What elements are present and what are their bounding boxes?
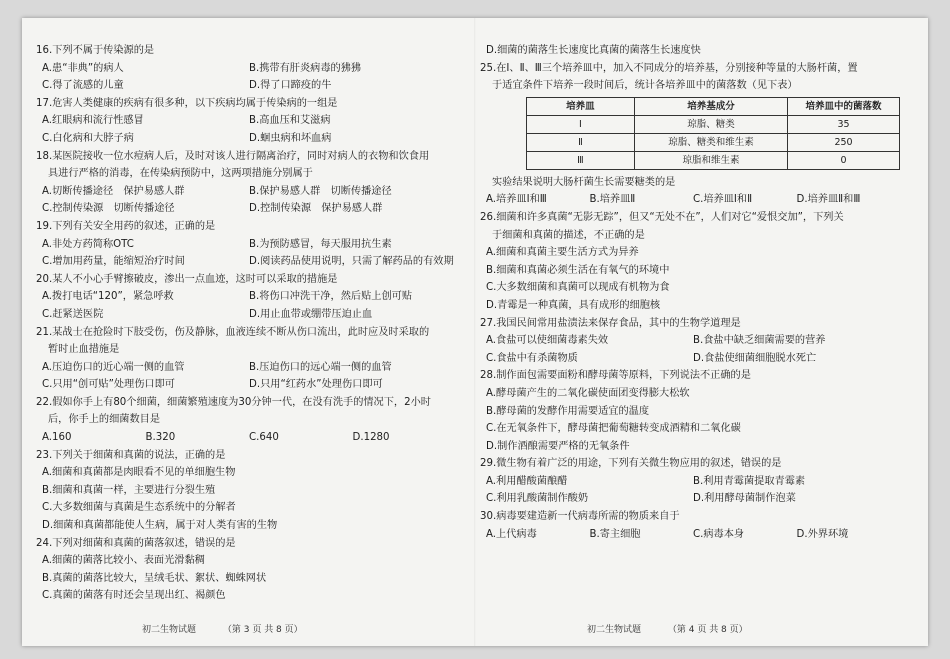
question <box>36 447 456 535</box>
option: A.患“非典”的病人 <box>42 62 124 74</box>
question-stem: 29.微生物有着广泛的用途，下列有关微生物应用的叙述，错误的是 <box>480 458 782 470</box>
option: D.食盐使细菌细胞脱水死亡 <box>693 352 817 364</box>
option-list <box>36 183 456 218</box>
option: C.大多数细菌与真菌是生态系统中的分解者 <box>42 502 236 514</box>
question <box>480 191 900 209</box>
option: B.高血压和艾滋病 <box>249 115 331 127</box>
question-stem: 21.某战士在抢险时下肢受伤，伤及静脉，血液连续不断从伤口流出，此时应及时采取的 <box>36 326 430 338</box>
option: A.利用醋酸菌酿醋 <box>486 475 568 487</box>
option-list <box>36 60 456 95</box>
option: C.真菌的菌落有时还会呈现出红、褐颜色 <box>42 590 226 602</box>
option: A.切断传播途径 保护易感人群 <box>42 185 185 197</box>
question-25-tail: 实验结果说明大肠杆菌生长需要糖类的是 <box>492 176 676 188</box>
question-stem: 25.在Ⅰ、Ⅱ、Ⅲ三个培养皿中，加入不同成分的培养基，分别接种等量的大肠杆菌，置 <box>480 62 858 74</box>
option: D.阅读药品使用说明，只需了解药品的有效期 <box>249 256 454 268</box>
table-cell: Ⅱ <box>527 133 635 151</box>
table-row <box>527 151 900 169</box>
option: C.赶紧送医院 <box>42 308 104 320</box>
footer-page: （第 3 页 共 8 页） <box>222 625 303 635</box>
table-row <box>527 133 900 151</box>
option: D.制作酒酿需要严格的无氧条件 <box>486 440 630 452</box>
option: C.控制传染源 切断传播途径 <box>42 203 175 215</box>
question-stem: 17.危害人类健康的疾病有很多种，以下疾病均属于传染病的一组是 <box>36 97 338 109</box>
footer-left <box>142 622 327 635</box>
question-stem: 27.我国民间常用盐渍法来保存食品，其中的生物学道理是 <box>480 317 741 329</box>
question-stem-cont: 具进行严格的消毒，在传染病预防中，这两项措施分别属于 <box>48 168 313 180</box>
question-stem: 18.某医院接收一位水痘病人后，及时对该人进行隔离治疗，同时对病人的衣物和饮食用 <box>36 150 430 162</box>
question-stem: 26.细菌和许多真菌“无影无踪”，但又“无处不在”，人们对它“爱恨交加”，下列关 <box>480 211 844 223</box>
option: D.培养皿Ⅱ和Ⅲ <box>796 194 861 206</box>
option: C.病毒本身 <box>693 528 745 540</box>
option: A.红眼病和流行性感冒 <box>42 115 144 127</box>
table-cell: 琼脂、糖类 <box>634 115 787 133</box>
option: A.上代病毒 <box>486 528 537 540</box>
option: A.拨打电话“120”，紧急呼救 <box>42 291 174 303</box>
option: D.青霉是一种真菌，具有成形的细胞核 <box>486 299 661 311</box>
table-cell: 250 <box>788 133 900 151</box>
option: B.真菌的菌落比较大，呈绒毛状、絮状、蜘蛛网状 <box>42 572 267 584</box>
page-fold <box>474 18 476 646</box>
question-stem: 30.病毒要建造新一代病毒所需的物质来自于 <box>480 511 680 523</box>
option: C.利用乳酸菌制作酸奶 <box>486 493 589 505</box>
option: B.寄主细胞 <box>589 528 641 540</box>
question-stem: 22.假如你手上有80个细菌，细菌繁殖速度为30分钟一代，在没有洗手的情况下，2小时 <box>36 396 431 408</box>
option: D.利用酵母菌制作泡菜 <box>693 493 796 505</box>
option: A.160 <box>42 432 72 444</box>
option: C.得了流感的儿童 <box>42 80 124 92</box>
question <box>36 394 456 447</box>
option: B.携带有肝炎病毒的狒狒 <box>249 62 362 74</box>
option: D.外界环境 <box>796 528 849 540</box>
option-list <box>36 429 456 447</box>
option: C.培养皿Ⅰ和Ⅱ <box>693 194 753 206</box>
q24-option-d: D.细菌的菌落生长速度比真菌的菌落生长速度快 <box>486 45 701 56</box>
option: B.细菌和真菌一样，主要进行分裂生殖 <box>42 484 216 496</box>
option: D.只用“红药水”处理伤口即可 <box>249 379 383 391</box>
footer-page: （第 4 页 共 8 页） <box>667 625 748 635</box>
option: B.培养皿Ⅱ <box>589 194 636 206</box>
option: D.得了口蹄疫的牛 <box>249 80 332 92</box>
option: A.非处方药简称OTC <box>42 238 134 250</box>
question-stem: 28.制作面包需要面粉和酵母菌等原料，下列说法不正确的是 <box>480 370 751 382</box>
option: B.保护易感人群 切断传播途径 <box>249 185 392 197</box>
option: B.压迫伤口的远心端一侧的血管 <box>249 361 392 373</box>
right-page <box>480 42 900 543</box>
table-header-row <box>527 97 900 115</box>
option-list <box>36 552 456 605</box>
option: A.细菌的菌落比较小、表面光滑黏稠 <box>42 555 205 567</box>
question <box>36 148 456 218</box>
option: C.只用“创可贴”处理伤口即可 <box>42 379 175 391</box>
option-list <box>480 191 900 209</box>
option: A.培养皿Ⅰ和Ⅲ <box>486 194 547 206</box>
right-questions <box>480 191 900 543</box>
question <box>480 508 900 543</box>
question-stem-cont: 于细菌和真菌的描述，不正确的是 <box>492 229 645 241</box>
question <box>36 95 456 148</box>
option-list <box>480 244 900 314</box>
table-cell: 琼脂和维生素 <box>634 151 787 169</box>
table-cell: 35 <box>788 115 900 133</box>
exam-sheet <box>22 18 928 646</box>
option-list <box>36 112 456 147</box>
option: C.在无氧条件下，酵母菌把葡萄糖转变成酒精和二氧化碳 <box>486 423 741 435</box>
table-cell: Ⅲ <box>527 151 635 169</box>
option: A.压迫伤口的近心端一侧的血管 <box>42 361 185 373</box>
question <box>480 315 900 368</box>
option: B.食盐中缺乏细菌需要的营养 <box>693 335 826 347</box>
table-cell: 琼脂、糖类和维生素 <box>634 133 787 151</box>
option: D.1280 <box>352 432 390 444</box>
question-stem: 20.某人不小心手臂擦破皮，渗出一点血迹，这时可以采取的措施是 <box>36 273 338 285</box>
question-stem-cont: 暂时止血措施是 <box>48 344 120 356</box>
option: C.增加用药量，能缩短治疗时间 <box>42 256 185 268</box>
option-list <box>480 385 900 455</box>
option: A.细菌和真菌都是肉眼看不见的单细胞生物 <box>42 467 236 479</box>
option: B.将伤口冲洗干净，然后贴上创可贴 <box>249 291 413 303</box>
table-cell: 0 <box>788 151 900 169</box>
table-row <box>527 115 900 133</box>
question <box>480 455 900 508</box>
question-stem: 24.下列对细菌和真菌的菌落叙述，错误的是 <box>36 537 236 549</box>
option-list <box>480 332 900 367</box>
option: D.控制传染源 保护易感人群 <box>249 203 383 215</box>
option-list <box>36 288 456 323</box>
option: A.酵母菌产生的二氧化碳使面团变得膨大松软 <box>486 387 690 399</box>
culture-table <box>526 97 900 170</box>
question-stem-cont: 于适宜条件下培养一段时间后，统计各培养皿中的菌落数（见下表） <box>492 80 798 92</box>
question-25 <box>480 60 900 95</box>
question <box>36 324 456 394</box>
table-header: 培养基成分 <box>634 97 787 115</box>
option: C.640 <box>249 432 279 444</box>
option: B.为预防感冒，每天服用抗生素 <box>249 238 392 250</box>
question <box>36 535 456 605</box>
question <box>480 209 900 315</box>
option: B.320 <box>145 432 176 444</box>
option: A.细菌和真菌主要生活方式为异养 <box>486 247 639 259</box>
footer-title: 初二生物试题 <box>142 625 197 635</box>
left-page <box>36 42 456 605</box>
question <box>36 42 456 95</box>
option-list <box>480 526 900 544</box>
question-stem: 19.下列有关安全用药的叙述，正确的是 <box>36 220 216 232</box>
footer-title: 初二生物试题 <box>587 625 642 635</box>
option-list <box>36 464 456 534</box>
question-stem: 16.下列不属于传染源的是 <box>36 45 155 56</box>
option: B.酵母菌的发酵作用需要适宜的温度 <box>486 405 650 417</box>
option-list <box>480 473 900 508</box>
table-header: 培养皿 <box>527 97 635 115</box>
question <box>36 218 456 271</box>
option: C.白化病和大脖子病 <box>42 132 134 144</box>
option: A.食盐可以使细菌毒素失效 <box>486 335 609 347</box>
option: D.用止血带或绷带压迫止血 <box>249 308 373 320</box>
option-list <box>36 359 456 394</box>
option: B.细菌和真菌必须生活在有氧气的环境中 <box>486 264 670 276</box>
option: D.细菌和真菌都能使人生病，属于对人类有害的生物 <box>42 520 278 532</box>
option: C.大多数细菌和真菌可以现成有机物为食 <box>486 282 670 294</box>
footer-right <box>587 622 772 635</box>
question-stem-cont: 后，你手上的细菌数目是 <box>48 414 161 426</box>
option: D.蛔虫病和坏血病 <box>249 132 332 144</box>
table-header: 培养皿中的菌落数 <box>788 97 900 115</box>
question <box>480 367 900 455</box>
question-stem: 23.下列关于细菌和真菌的说法，正确的是 <box>36 449 226 461</box>
option: B.利用青霉菌提取青霉素 <box>693 475 806 487</box>
question <box>36 271 456 324</box>
option: C.食盐中有杀菌物质 <box>486 352 578 364</box>
table-cell: Ⅰ <box>527 115 635 133</box>
option-list <box>36 236 456 271</box>
